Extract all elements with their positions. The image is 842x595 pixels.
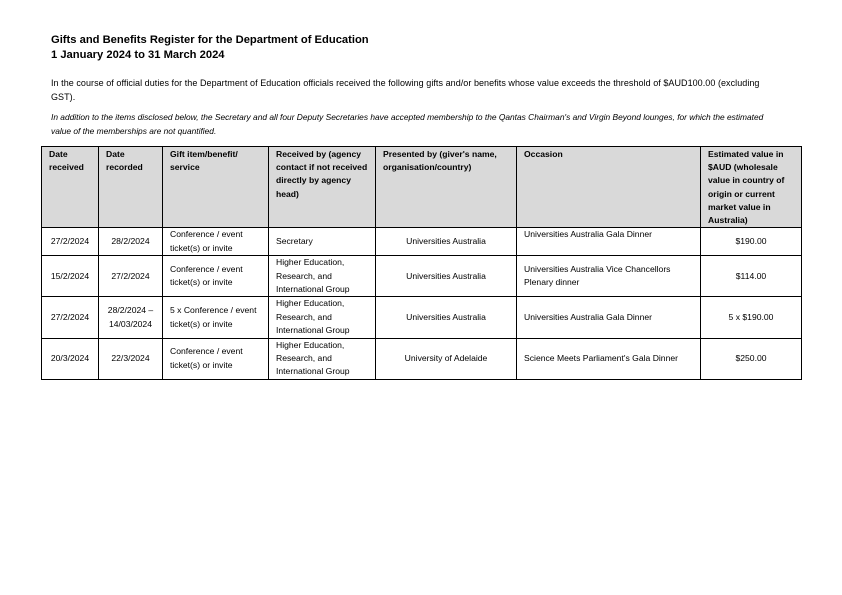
date-recorded-cell: 27/2/2024 [99, 256, 163, 297]
table-row [42, 297, 802, 338]
date-recorded-cell: 22/3/2024 [99, 338, 163, 379]
table-row [42, 256, 802, 297]
presented-by-cell: Universities Australia [376, 297, 517, 338]
value-cell: $250.00 [701, 338, 802, 379]
occasion-cell: Universities Australia Gala Dinner [517, 228, 701, 256]
occasion-cell: Universities Australia Vice Chancellors Plenary dinner [517, 256, 701, 297]
title-line-1: Gifts and Benefits Register for the Department of Education [51, 34, 369, 46]
gifts-register-table [41, 146, 802, 380]
received-by-cell: Higher Education, Research, and International Group [269, 256, 376, 297]
received-by-cell: Higher Education, Research, and International Group [269, 297, 376, 338]
table-row [42, 338, 802, 379]
gift-cell: Conference / event ticket(s) or invite [163, 256, 269, 297]
date-received-cell: 27/2/2024 [42, 228, 99, 256]
header-occasion: Occasion [517, 147, 701, 228]
presented-by-cell: Universities Australia [376, 256, 517, 297]
intro-paragraph: In the course of official duties for the Department of Education officials received the following gifts and/or benefits whose value exceeds the threshold of $AUD100.00 (excluding GST). [51, 78, 760, 102]
received-by-cell: Secretary [269, 228, 376, 256]
header-date-received: Date received [42, 147, 99, 228]
title-line-2: 1 January 2024 to 31 March 2024 [51, 49, 225, 61]
header-date-recorded: Date recorded [99, 147, 163, 228]
table-row [42, 228, 802, 256]
lounge-membership-note: In addition to the items disclosed below, the Secretary and all four Deputy Secretaries have accepted membership to the Qantas Chairman's and Virgin Beyond lounges, for which the estimated value of the memberships are not quantified. [51, 112, 764, 136]
gift-cell: Conference / event ticket(s) or invite [163, 338, 269, 379]
date-received-cell: 20/3/2024 [42, 338, 99, 379]
date-recorded-end: 14/03/2024 [108, 318, 152, 329]
header-received-by: Received by (agency contact if not received directly by agency head) [269, 147, 376, 228]
document-title [51, 33, 369, 63]
header-presented-by: Presented by (giver's name, organisation/country) [376, 147, 517, 228]
received-by-cell: Higher Education, Research, and International Group [269, 338, 376, 379]
occasion-cell: Science Meets Parliament's Gala Dinner [517, 338, 701, 379]
date-recorded-cell: 28/2/2024 [99, 228, 163, 256]
gift-cell: Conference / event ticket(s) or invite [163, 228, 269, 256]
gift-cell: 5 x Conference / event ticket(s) or invite [163, 297, 269, 338]
header-estimated-value: Estimated value in $AUD (wholesale value in country of origin or current market value in Australia) [701, 147, 802, 228]
date-recorded-start: 28/2/2024 – [107, 305, 154, 316]
value-cell: 5 x $190.00 [701, 297, 802, 338]
value-cell: $190.00 [701, 228, 802, 256]
presented-by-cell: University of Adelaide [376, 338, 517, 379]
table-header-row [42, 147, 802, 228]
occasion-cell: Universities Australia Gala Dinner [517, 297, 701, 338]
date-received-cell: 27/2/2024 [42, 297, 99, 338]
presented-by-cell: Universities Australia [376, 228, 517, 256]
date-recorded-cell [99, 297, 163, 338]
value-cell: $114.00 [701, 256, 802, 297]
date-received-cell: 15/2/2024 [42, 256, 99, 297]
header-gift-item: Gift item/benefit/ service [163, 147, 269, 228]
